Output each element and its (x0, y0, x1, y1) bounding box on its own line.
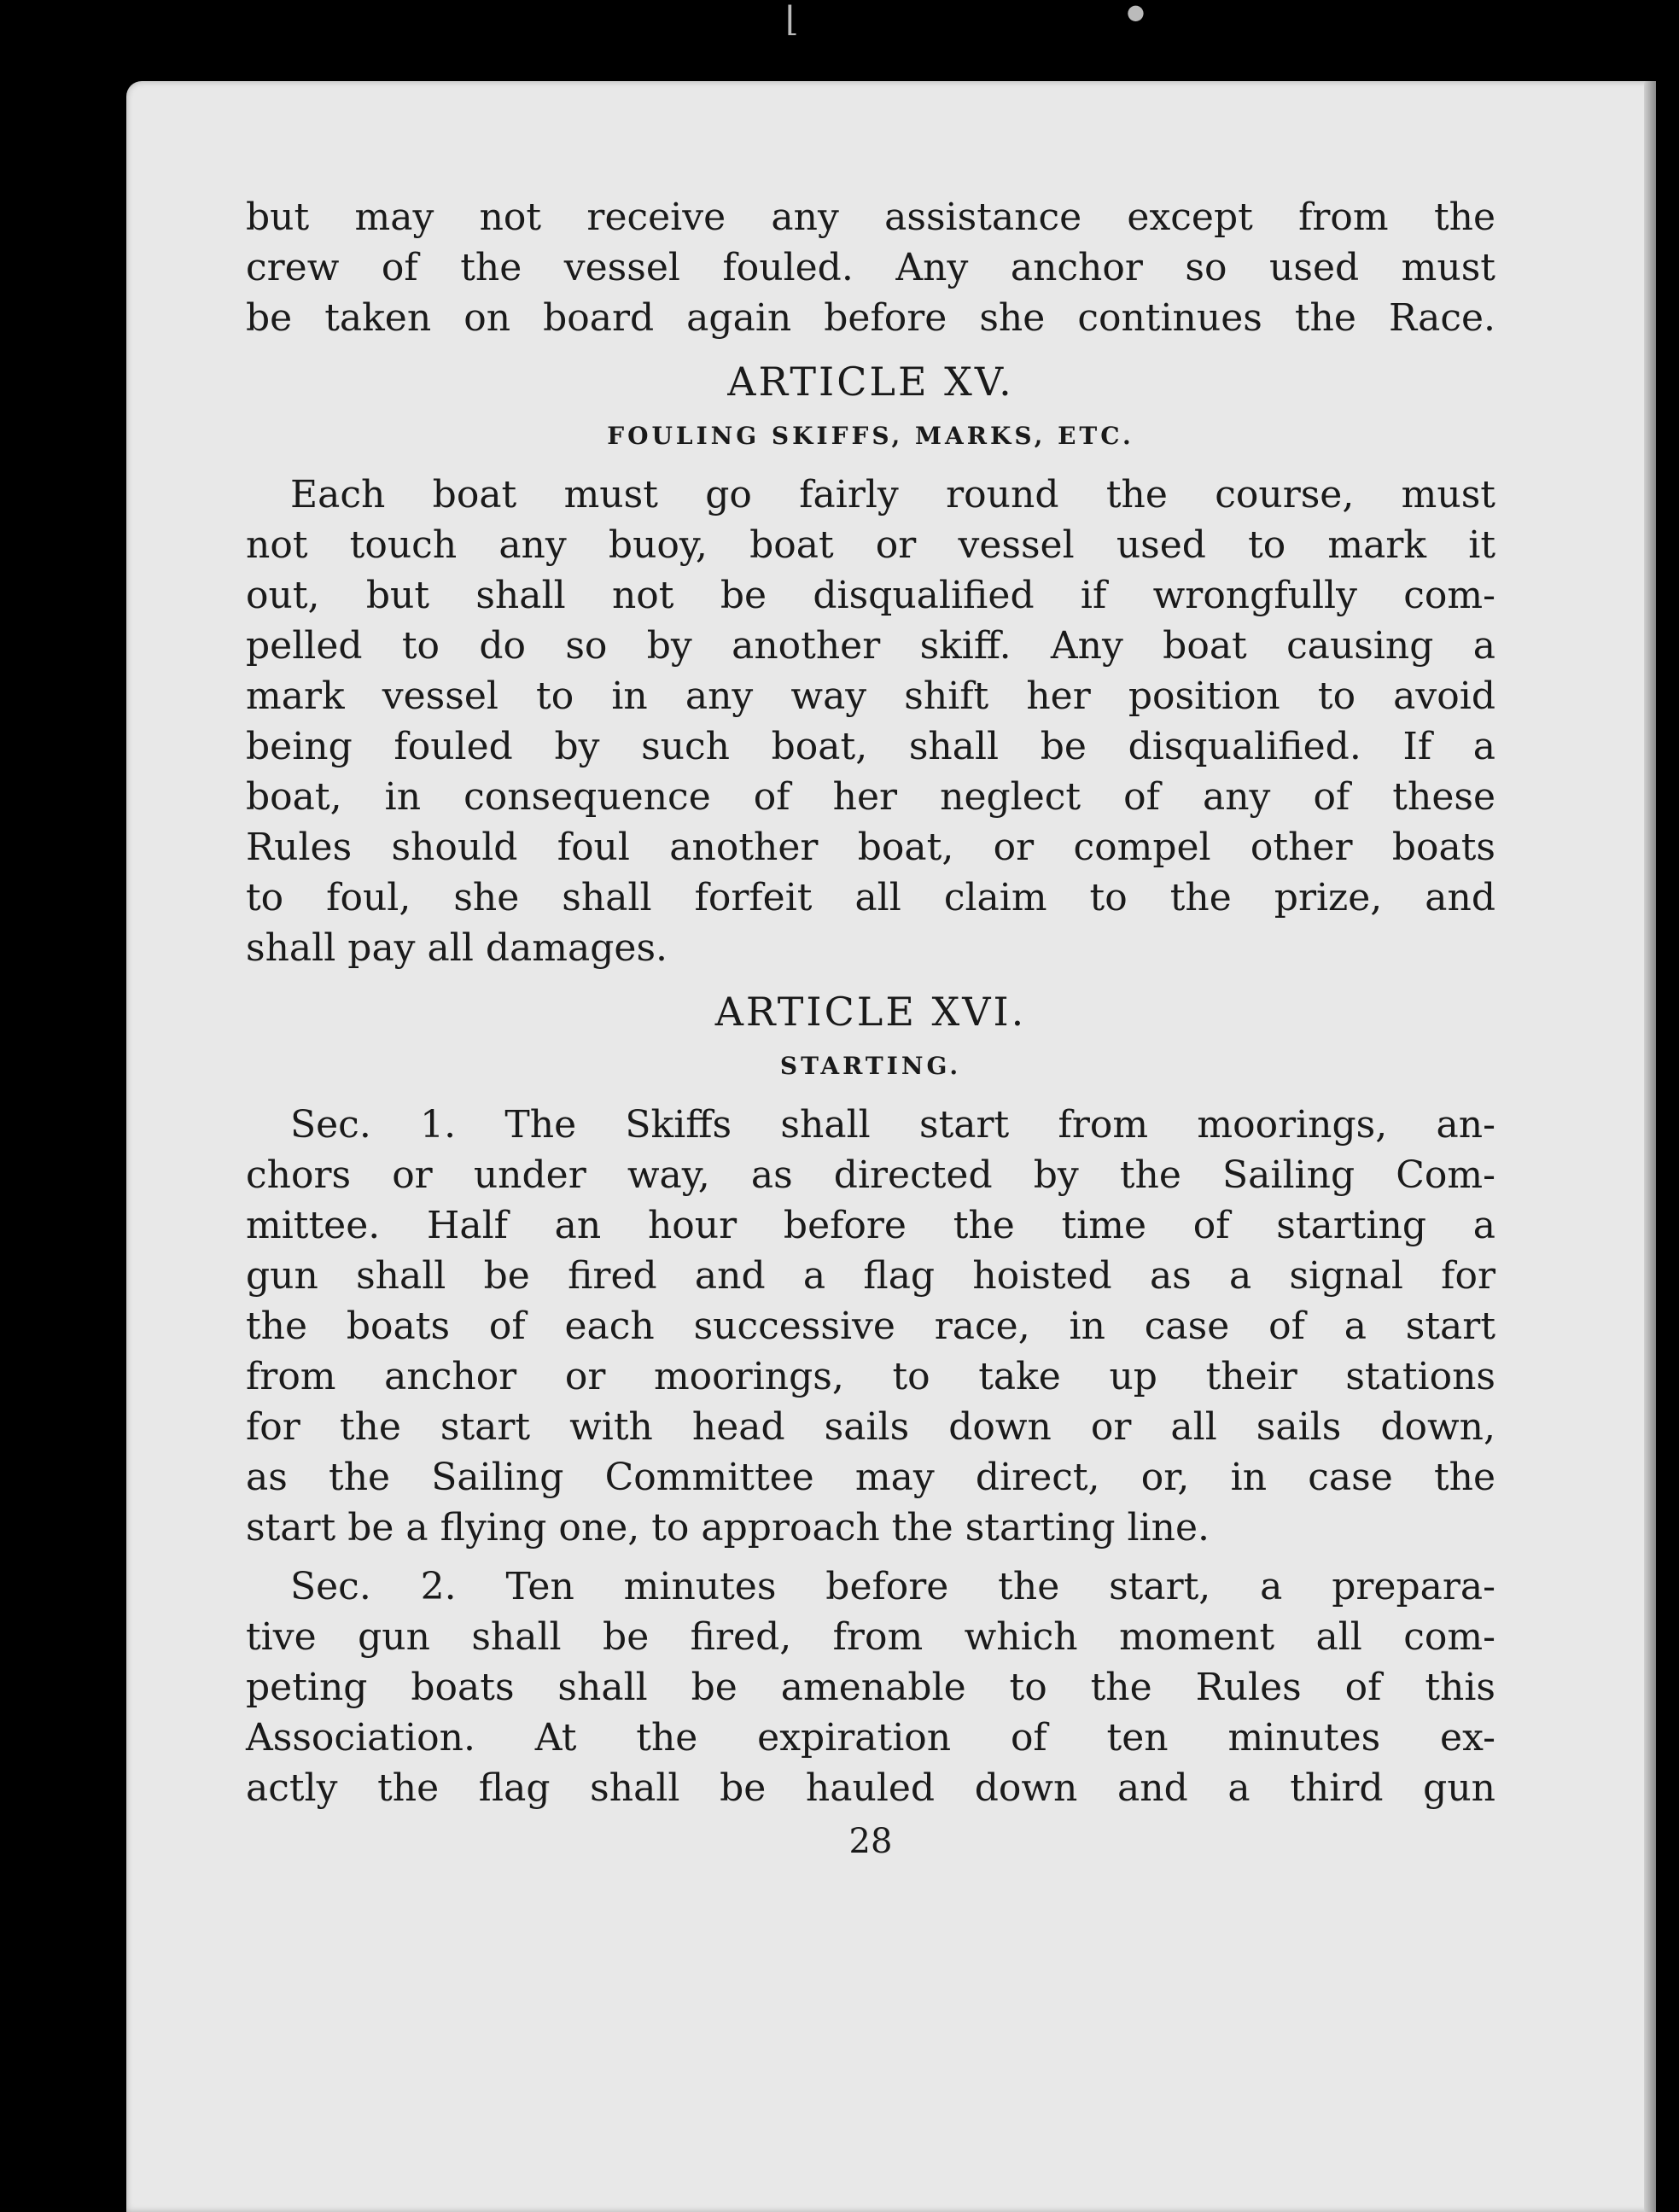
text-line: out, but shall not be disqualified if wrongfully com- (246, 574, 1495, 617)
scan-mark-left: ⌊ (785, 0, 799, 39)
text-line: Association. At the expiration of ten minutes ex- (246, 1716, 1495, 1760)
text-line: boat, in consequence of her neglect of any of these (246, 775, 1495, 819)
text-line: actly the flag shall be hauled down and a third gun (246, 1766, 1495, 1810)
article-heading: ARTICLE XV. (727, 359, 1014, 405)
paragraph-gap (246, 1553, 1495, 1561)
article-subheading: FOULING SKIFFS, MARKS, ETC. (607, 422, 1134, 450)
text-line: mark vessel to in any way shift her position to avoid (246, 674, 1495, 718)
text-line: gun shall be fired and a flag hoisted as a signal for (246, 1254, 1495, 1298)
text-line: crew of the vessel fouled. Any anchor so used must (246, 246, 1495, 289)
text-line: chors or under way, as directed by the Sailing Com- (246, 1153, 1495, 1197)
text-line: be taken on board again before she continues the Race. (246, 296, 1495, 340)
page-edge (1644, 81, 1656, 2212)
text-line: as the Sailing Committee may direct, or, in case the (246, 1456, 1495, 1499)
text-line: Sec. 2. Ten minutes before the start, a prepara- (290, 1565, 1495, 1608)
text-line: peting boats shall be amenable to the Rules of this (246, 1666, 1495, 1709)
text-line: being fouled by such boat, shall be disqualified. If a (246, 725, 1495, 768)
text-line: start be a flying one, to approach the starting line. (246, 1506, 1210, 1550)
text-line: tive gun shall be fired, from which moment all com- (246, 1615, 1495, 1659)
text-line: from anchor or moorings, to take up their stations (246, 1355, 1495, 1398)
page-number: 28 (848, 1822, 893, 1861)
text-line: mittee. Half an hour before the time of starting a (246, 1204, 1495, 1247)
text-line: Rules should foul another boat, or compel other boats (246, 826, 1495, 869)
text-line: shall pay all damages. (246, 926, 668, 970)
page-text (246, 192, 1495, 1867)
article-subheading: STARTING. (779, 1052, 962, 1080)
text-line: Sec. 1. The Skiffs shall start from moorings, an- (290, 1103, 1495, 1147)
text-line: Each boat must go fairly round the course, must (290, 473, 1495, 517)
text-line: not touch any buoy, boat or vessel used to mark it (246, 523, 1495, 567)
scan-mark-right: ● (1127, 0, 1145, 24)
text-line: to foul, she shall forfeit all claim to the prize, and (246, 876, 1495, 919)
text-line: pelled to do so by another skiff. Any boat causing a (246, 624, 1495, 668)
article-heading: ARTICLE XVI. (714, 989, 1027, 1035)
text-line: for the start with head sails down or all sails down, (246, 1405, 1495, 1449)
text-line: but may not receive any assistance except from the (246, 196, 1495, 239)
text-line: the boats of each successive race, in case of a start (246, 1304, 1495, 1348)
